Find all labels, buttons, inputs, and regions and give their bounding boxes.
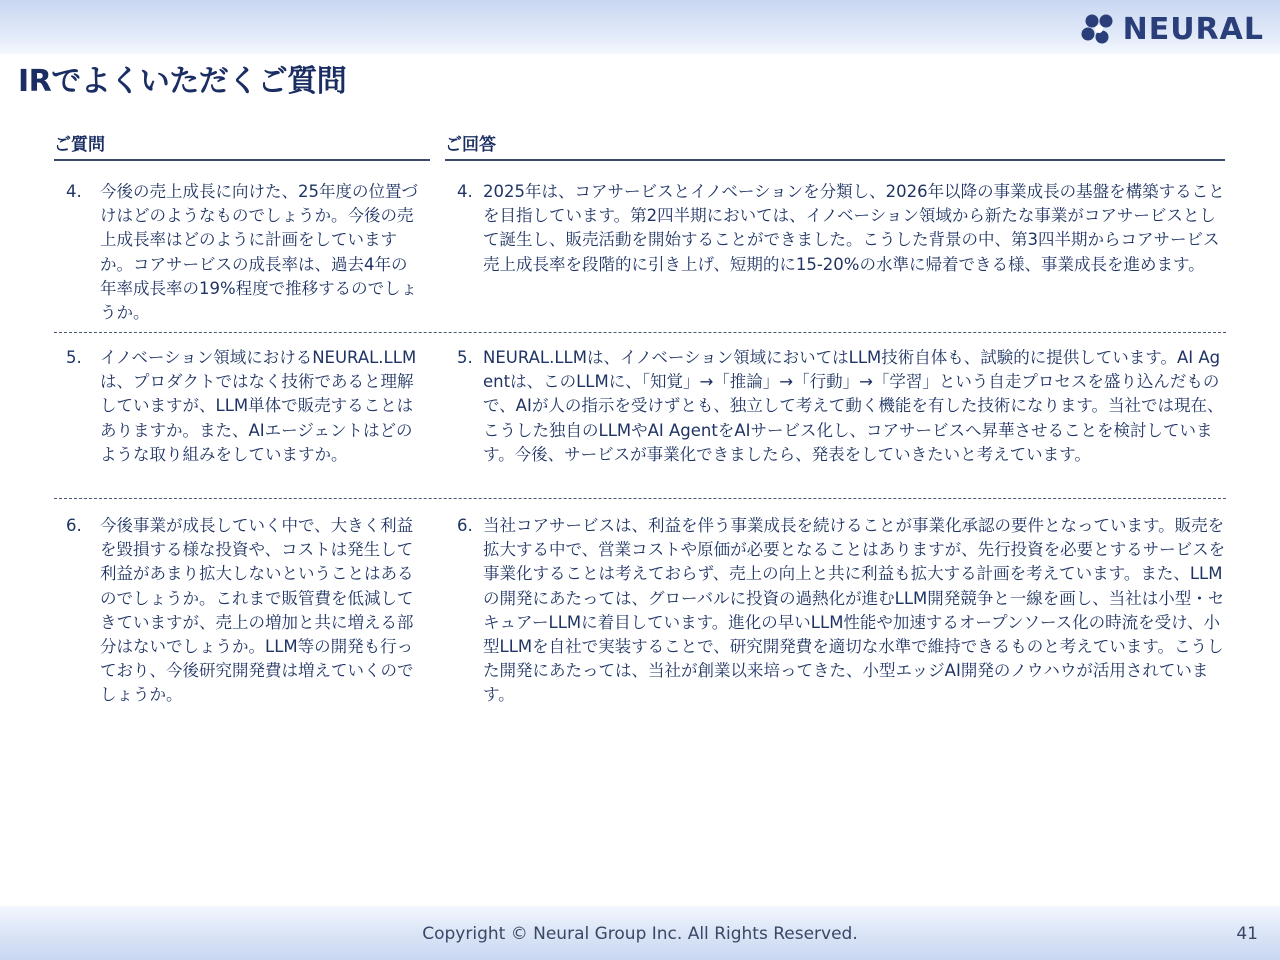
answer-text: 2025年は、コアサービスとイノベーションを分類し、2026年以降の事業成長の基盤を構築することを目指しています。第2四半期においては、イノベーション領域から新たな事業がコアサービスとして誕生し、販売活動を開始することができました。こうした背景の中、第3四半期からコアサービス売上成長率を段階的に引き上げ、短期的に15-20%の水準に帰着できる様、事業成長を進めます。 [483,182,1225,274]
question-cell [66,346,418,467]
row-divider [54,498,1226,499]
question-text: イノベーション領域におけるNEURAL.LLMは、プロダクトではなく技術であると理解していますが、LLM単体で販売することはありますか。また、AIエージェントはどのような取り組みをしていますか。 [100,348,417,464]
answer-text: NEURAL.LLMは、イノベーション領域においてはLLM技術自体も、試験的に提供しています。AI Agentは、このLLMに、「知覚」→「推論」→「行動」→「学習」という自走プロセスを盛り込んだもので、AIが人の指示を受けずとも、独立して考えて動く機能を有した技術になります。当社では現在、こうした独自のLLMやAI AgentをAIサービス化し、コアサービスへ昇華させることを検討しています。今後、サービスが事業化できましたら、発表をしていきたいと考えています。 [483,348,1224,464]
answer-cell [457,180,1227,277]
question-text: 今後の売上成長に向けた、25年度の位置づけはどのようなものでしょうか。今後の売上成長率はどのように計画をしていますか。コアサービスの成長率は、過去4年の年率成長率の19%程度で推移するのでしょうか。 [100,182,418,323]
answer-cell [457,346,1227,467]
brand-name: NEURAL [1122,11,1264,47]
page-number: 41 [1236,924,1258,944]
neural-logo-icon [1081,12,1117,46]
question-cell [66,514,418,708]
row-divider [54,332,1226,333]
question-text: 今後事業が成長していく中で、大きく利益を毀損する様な投資や、コストは発生して利益があまり拡大しないということはあるのでしょうか。これまで販管費を低減してきていますが、売上の増加と共に増える部分はないでしょうか。LLM等の開発も行っており、今後研究開発費は増えていくのでしょうか。 [100,516,414,705]
answer-column-header: ご回答 [445,130,1225,161]
brand-logo [1081,12,1264,46]
page-title: IRでよくいただくご質問 [18,64,347,99]
answer-cell [457,514,1227,708]
answer-number: 4. [457,182,473,201]
question-cell [66,180,418,325]
question-number: 4. [66,182,82,201]
question-column-header: ご質問 [54,130,430,161]
answer-number: 6. [457,516,473,535]
answer-number: 5. [457,348,473,367]
question-number: 5. [66,348,82,367]
copyright-text: Copyright © Neural Group Inc. All Rights Reserved. [422,924,858,944]
answer-text: 当社コアサービスは、利益を伴う事業成長を続けることが事業化承認の要件となっています。販売を拡大する中で、営業コストや原価が必要となることはありますが、先行投資を必要とするサービスを事業化することは考えておらず、売上の向上と共に利益も拡大する計画を考えています。また、LLMの開発にあたっては、グローバルに投資の過熱化が進むLLM開発競争と一線を画し、当社は小型・セキュアーLLMに着目しています。進化の早いLLM性能や加速するオープンソース化の時流を受け、小型LLMを自社で実装することで、研究開発費を適切な水準で維持できるものと考えています。こうした開発にあたっては、当社が創業以来培ってきた、小型エッジAI開発のノウハウが活用されています。 [483,516,1226,705]
question-number: 6. [66,516,82,535]
